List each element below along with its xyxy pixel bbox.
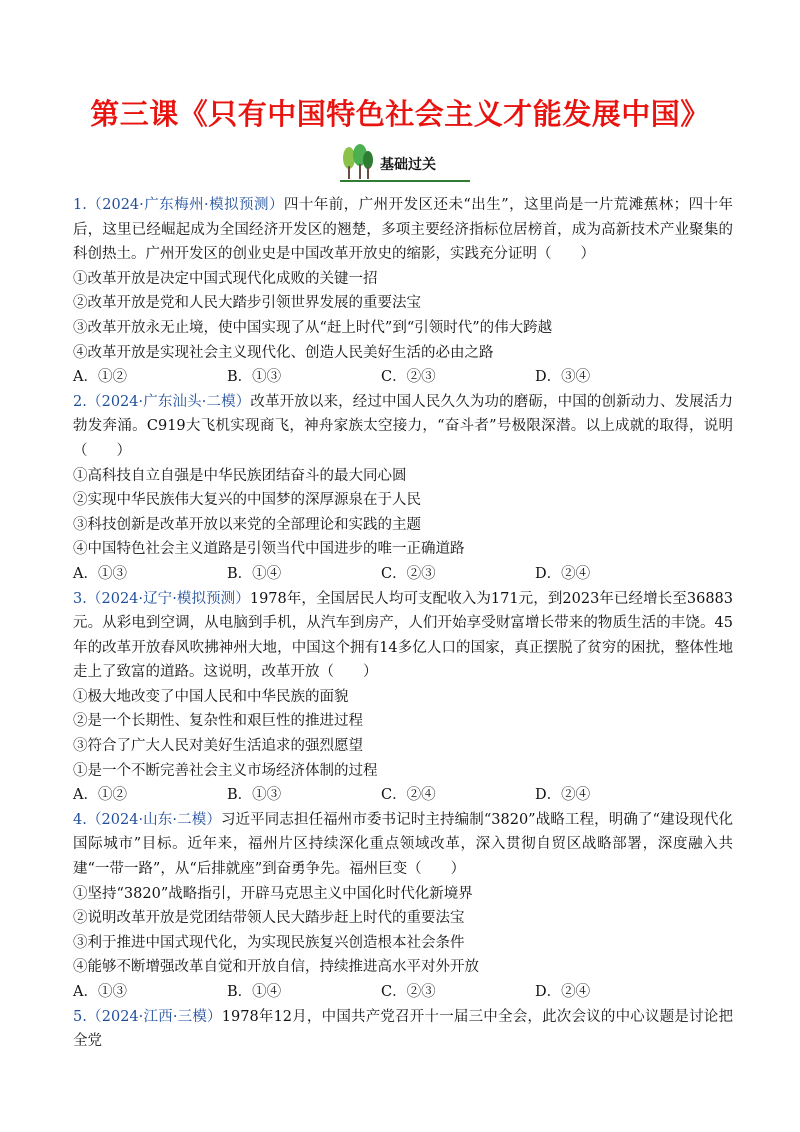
- question-stem: [73, 390, 733, 464]
- question-stem: [73, 193, 733, 267]
- option-statement: ①极大地改变了中国人民和中华民族的面貌: [73, 688, 349, 705]
- answer-choice[interactable]: D．③④: [535, 369, 591, 386]
- answer-choice[interactable]: B．①③: [227, 787, 282, 804]
- answer-choice[interactable]: C．②③: [381, 565, 436, 582]
- question-text: 四十年前，广州开发区还未“出生”，这里尚是一片荒滩蕉林；四十年后，这里已经崛起成为全国经济开发区的翘楚，多项主要经济指标位居榜首，成为高新技术产业聚集的科创热土。广州开发区的创业史是中国改革开放史的缩影，实践充分证明（ ）: [73, 197, 733, 263]
- section-header: [340, 144, 470, 184]
- question-stem: [73, 587, 733, 685]
- answer-choice[interactable]: D．②④: [535, 984, 591, 1000]
- answer-choice[interactable]: D．②④: [535, 787, 591, 804]
- answer-choices: [73, 783, 733, 808]
- answer-choice[interactable]: C．②③: [381, 984, 436, 1000]
- option-statement: ③改革开放永无止境，使中国实现了从“赶上时代”到“引领时代”的伟大跨越: [73, 319, 553, 336]
- question-text: 1978年12月，中国共产党召开十一届三中全会，此次会议的中心议题是讨论把全党: [73, 1008, 733, 1050]
- question-source: （2024·山东·二模）: [86, 811, 221, 828]
- page-title: 第三课《只有中国特色社会主义才能发展中国》: [90, 97, 710, 131]
- question-block: [73, 1005, 733, 1054]
- option-statement: ③利于推进中国式现代化，为实现民族复兴创造根本社会条件: [73, 934, 465, 951]
- question-stem: [73, 808, 733, 882]
- section-label: 基础过关: [380, 157, 436, 173]
- option-statement: ①高科技自立自强是中华民族团结奋斗的最大同心圆: [73, 467, 407, 484]
- question-list: [73, 193, 733, 1054]
- question-source: （2024·江西·三模）: [86, 1008, 222, 1025]
- question-text: 改革开放以来，经过中国人民久久为功的磨砺，中国的创新动力、发展活力勃发奔涌。C919大飞机实现商飞，神舟家族太空接力，“奋斗者”号极限深潜。以上成就的取得，说明（ ）: [73, 393, 734, 459]
- tree-icon: [340, 144, 374, 180]
- option-statement: ②说明改革开放是党团结带领人民大踏步赶上时代的重要法宝: [73, 910, 465, 927]
- question-source: （2024·广东梅州·模拟预测）: [86, 197, 284, 213]
- answer-choice[interactable]: C．②③: [381, 369, 436, 386]
- question-stem: [73, 1005, 733, 1054]
- question-text: 1978年，全国居民人均可支配收入为171元，到2023年已经增长至36883元。从彩电到空调，从电脑到手机，从汽车到房产，人们开始享受财富增长带来的物质生活的丰饶。45年的改革开放春风吹拂神州大地，中国这个拥有14多亿人口的国家，真正摆脱了贫穷的困扰，整体性地走上了致富的道路。这说明，改革开放（ ）: [73, 590, 734, 681]
- question-block: [73, 390, 733, 587]
- answer-choice[interactable]: B．①④: [227, 984, 282, 1000]
- option-statement: ②是一个长期性、复杂性和艰巨性的推进过程: [73, 713, 363, 730]
- option-statement: ④能够不断增强改革自觉和开放自信，持续推进高水平对外开放: [73, 959, 479, 976]
- answer-choice[interactable]: A．①③: [73, 565, 127, 582]
- answer-choice[interactable]: B．①④: [227, 565, 282, 582]
- question-text: 习近平同志担任福州市委书记时主持编制“3820”战略工程，明确了“建设现代化国际城市”目标。近年来，福州片区持续深化重点领域改革，深入贯彻自贸区战略部署，深度融入共建“一带一路”，从“后排就座”到奋勇争先。福州巨变（ ）: [73, 811, 734, 878]
- question-number: 5.: [73, 1008, 87, 1025]
- option-statement: ①改革开放是决定中国式现代化成败的关键一招: [73, 270, 378, 287]
- answer-choices: [73, 365, 733, 390]
- answer-choice[interactable]: C．②④: [381, 787, 436, 804]
- question-block: [73, 587, 733, 808]
- question-source: （2024·广东汕头·二模）: [86, 393, 251, 410]
- option-statement: ③科技创新是改革开放以来党的全部理论和实践的主题: [73, 516, 421, 533]
- option-statement: ④改革开放是实现社会主义现代化、创造人民美好生活的必由之路: [73, 344, 494, 361]
- question-block: [73, 808, 733, 1005]
- option-statement: ②实现中华民族伟大复兴的中国梦的深厚源泉在于人民: [73, 492, 421, 509]
- option-statement: ①坚持“3820”战略指引，开辟马克思主义中国化时代化新境界: [73, 885, 473, 902]
- answer-choice[interactable]: A．①②: [73, 787, 127, 804]
- answer-choices: [73, 980, 733, 1005]
- section-underline: [340, 180, 470, 182]
- answer-choice[interactable]: A．①②: [73, 369, 127, 386]
- question-source: （2024·辽宁·模拟预测）: [86, 590, 250, 607]
- question-block: [73, 193, 733, 390]
- question-number: 1.: [73, 197, 87, 213]
- answer-choice[interactable]: A．①③: [73, 984, 127, 1000]
- answer-choice[interactable]: D．②④: [535, 565, 591, 582]
- option-statement: ③符合了广大人民对美好生活追求的强烈愿望: [73, 738, 363, 755]
- question-number: 2.: [73, 393, 87, 410]
- answer-choice[interactable]: B．①③: [227, 369, 282, 386]
- option-statement: ②改革开放是党和人民大踏步引领世界发展的重要法宝: [73, 295, 421, 312]
- answer-choices: [73, 562, 733, 587]
- option-statement: ④中国特色社会主义道路是引领当代中国进步的唯一正确道路: [73, 541, 465, 558]
- question-number: 3.: [73, 590, 87, 607]
- question-number: 4.: [73, 811, 87, 828]
- option-statement: ①是一个不断完善社会主义市场经济体制的过程: [73, 762, 378, 779]
